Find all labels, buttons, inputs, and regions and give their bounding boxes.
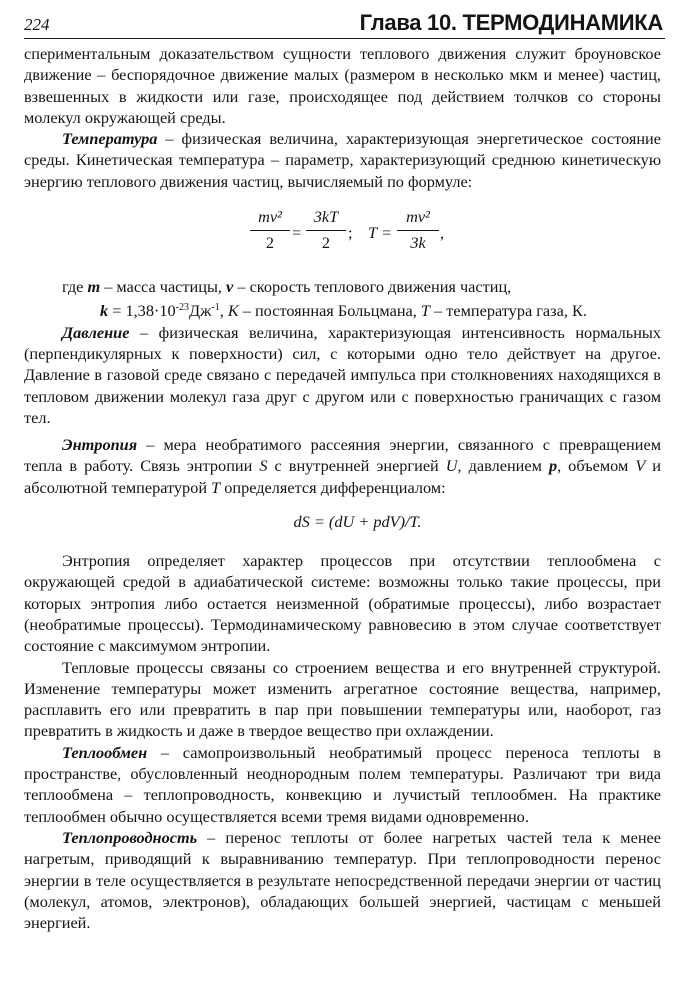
term-pressure: Давление [62, 322, 130, 342]
numerator: mv² [397, 206, 439, 231]
legend-text: = 1,38·10 [108, 301, 176, 321]
exponent: -1 [211, 302, 220, 314]
legend-text: – температура газа, К. [429, 301, 587, 321]
paragraph-entropy-processes: Энтропия определяет характер процессов при отсутствии теплообмена с окружающей средой в адиабатической системе: возможны только такие процессы, при которых энтропия либо остается неизменной (обратимые процессы), либо возрастает (необратимые процессы). Термодинамическому равновесию в этом случае соответствует состояние с максимумом энтропии. [24, 551, 661, 656]
symbol-v: v [226, 277, 234, 297]
symbol-T: T [211, 477, 221, 497]
formula-kinetic-temperature [24, 202, 661, 270]
paragraph-entropy [24, 434, 661, 498]
denominator: 2 [265, 233, 275, 253]
legend-text: Дж [189, 301, 212, 321]
symbol-T: Т [420, 301, 430, 321]
numerator: mv² [250, 206, 290, 231]
paragraph-brownian: спериментальным доказательством сущности теплового движения служит броуновское движение – беспорядочное движение малых (размером в несколько мкм и менее) частиц, взвешенных в жидкости или газе, происходящее под действием толчков со стороны молекул окружающей среды. [24, 44, 661, 127]
page-number: 224 [24, 15, 50, 34]
legend-text: – масса частицы, [100, 277, 227, 297]
thermal-conductivity-definition: – перенос теплоты от более нагретых частей тела к менее нагретым, приводящий к выравниванию температур. При теплопроводности перенос энергии в теле осуществляется в результате непосредственной передачи энергии от частиц (молекул, атомов, электронов), обладающих большей энергией, частицам с меньшей энергией. [24, 827, 661, 933]
formula-entropy-differential: dS = (dU + pdV)/T. [293, 512, 422, 532]
semicolon: ; [348, 223, 353, 243]
heat-exchange-definition: – самопроизвольный необратимый процесс переноса теплоты в пространстве, обусловленный неоднородным полем температуры. Различают три вида теплообмена – теплопроводность, конвекцию и лучистый теплообмен. На практике теплообмен обычно осуществляется всеми тремя видами одновременно. [24, 742, 661, 826]
entropy-text: с внутренней энергией [267, 456, 446, 476]
symbol-S: S [259, 456, 268, 476]
page-header [24, 10, 665, 39]
entropy-text: , объемом [557, 456, 636, 476]
term-heat-exchange: Теплообмен [62, 742, 148, 762]
comma: , [440, 223, 445, 243]
term-entropy: Энтропия [62, 435, 138, 455]
paragraph-heat-exchange [24, 742, 661, 827]
fraction-mv2-over-2 [250, 206, 290, 255]
legend-text: – постоянная Больцмана, [238, 301, 421, 321]
fraction-3kT-over-2 [306, 206, 346, 255]
symbol-k: k [100, 301, 109, 321]
paragraph-thermal-processes: Тепловые процессы связаны со строением вещества и его внутренней структурой. Изменение температуры может изменить агрегатное состояние вещества, например, расплавить его или превратить в пар при повышении температуры или, наоборот, газ превратить в жидкость и даже в твердое вещество при охлаждении. [24, 657, 661, 741]
formula-legend-mv [24, 276, 661, 297]
entropy-text: определяется дифференциалом: [220, 477, 446, 497]
symbol-U: U [445, 456, 458, 476]
denominator: 2 [321, 233, 331, 253]
equals-sign: = [292, 223, 302, 243]
legend-text: , [219, 301, 228, 321]
paragraph-temperature [24, 128, 661, 192]
body-text [24, 43, 661, 933]
exponent: -23 [175, 302, 190, 314]
symbol-V: V [635, 456, 646, 476]
symbol-p: p [548, 456, 558, 476]
numerator: 3kT [306, 206, 346, 231]
chapter-title: Глава 10. ТЕРМОДИНАМИКА [359, 10, 663, 35]
fraction-mv2-over-3k [397, 206, 439, 255]
equals-sign: = [382, 223, 392, 243]
denominator: 3k [410, 233, 426, 253]
formula-legend-k [24, 297, 661, 321]
entropy-text: , давлением [457, 456, 549, 476]
paragraph-pressure [24, 322, 661, 428]
symbol-K: К [227, 301, 239, 321]
term-thermal-conductivity: Теплопроводность [62, 827, 198, 847]
variable-T: T [368, 223, 378, 243]
temperature-definition: – физическая величина, характеризующая энергетическое состояние среды. Кинетическая температура – параметр, характеризующий среднюю кинетическую энергию теплового движения частиц, вычисляемый по формуле: [24, 129, 661, 191]
legend-text: – скорость теплового движения частиц, [233, 277, 512, 297]
legend-text: где [62, 277, 88, 297]
entropy-text: – мера необратимого рассеяния энергии, связанного с превращением тепла в работу. Связь энтропии [24, 435, 661, 476]
term-temperature: Температура [62, 129, 158, 149]
symbol-m: m [87, 277, 101, 297]
paragraph-thermal-conductivity [24, 827, 661, 933]
entropy-text: и абсолютной температурой [24, 456, 661, 497]
pressure-definition: – физическая величина, характеризующая интенсивность нормальных (перпендикулярных к поверхности) сил, с которыми одно тело действует на другое. Давление в газовой среде связано с передачей импульса при столкновениях находящихся в тепловом движении молекул газа друг с другом или с поверхностью граничащих с газом тел. [24, 322, 661, 427]
